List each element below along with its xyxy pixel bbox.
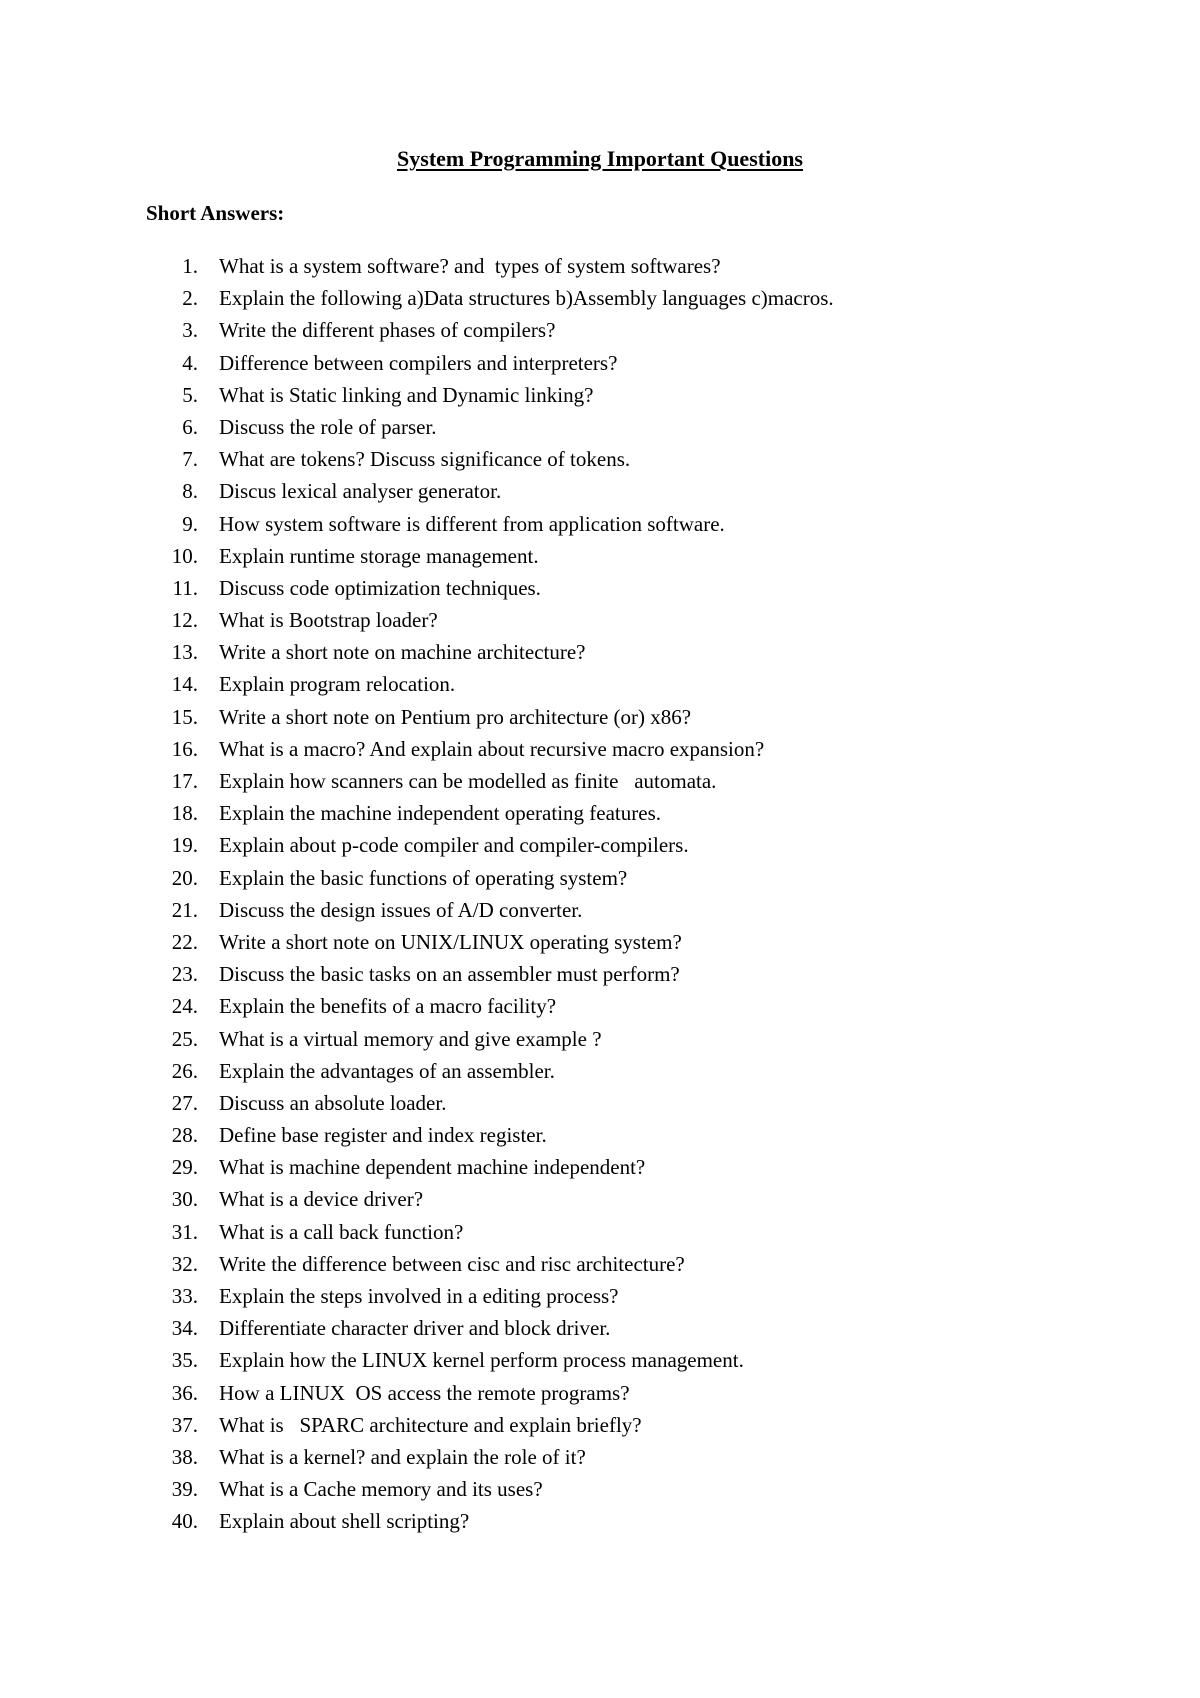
question-number-text: 10.: [171, 543, 198, 568]
question-text: Differentiate character driver and block driver.: [219, 1316, 611, 1341]
question-number-text: 20.: [171, 865, 198, 890]
question-text: What is a virtual memory and give example ?: [219, 1026, 602, 1051]
question-text: What is a macro? And explain about recursive macro expansion?: [219, 736, 765, 761]
question-text: Write the different phases of compilers?: [219, 318, 556, 343]
question-number-text: 24.: [171, 994, 198, 1019]
question-text: Discuss an absolute loader.: [219, 1090, 447, 1115]
question-text: Write a short note on UNIX/LINUX operating system?: [219, 929, 682, 954]
question-number-text: 35.: [171, 1348, 198, 1373]
question-number-text: 8.: [182, 479, 198, 504]
question-text: Discus lexical analyser generator.: [219, 479, 502, 504]
question-number-text: 30.: [171, 1187, 198, 1212]
question-number-text: 6.: [182, 414, 198, 439]
question-text: What is a call back function?: [219, 1219, 464, 1244]
question-text: What is Bootstrap loader?: [219, 608, 438, 633]
question-number-text: 19.: [171, 833, 198, 858]
question-text: Explain the advantages of an assembler.: [219, 1058, 555, 1083]
question-number-text: 12.: [171, 608, 198, 633]
question-number-text: 1.: [182, 254, 198, 278]
question-text: Explain program relocation.: [219, 672, 456, 697]
question-number-text: 37.: [171, 1412, 198, 1437]
question-number-text: 18.: [171, 801, 198, 826]
question-text: Explain the following a)Data structures b)Assembly languages c)macros.: [219, 286, 834, 311]
question-text: How a LINUX OS access the remote programs?: [219, 1380, 630, 1405]
question-number-text: 27.: [171, 1090, 198, 1115]
question-number-text: 29.: [171, 1155, 198, 1180]
question-text: What are tokens? Discuss significance of tokens.: [219, 447, 631, 472]
question-number-text: 33.: [171, 1284, 198, 1308]
question-number-text: 23.: [171, 962, 198, 987]
question-text: Define base register and index register.: [219, 1123, 547, 1148]
question-number-text: 4.: [182, 350, 198, 375]
question-number-text: 13.: [171, 640, 198, 665]
question-number-text: 21.: [171, 897, 198, 922]
question-number-text: 36.: [171, 1380, 198, 1405]
question-text: Write the difference between cisc and risc architecture?: [219, 1251, 685, 1276]
question-number-text: 11.: [172, 575, 198, 600]
question-text: Difference between compilers and interpreters?: [219, 350, 618, 375]
question-text: What is a kernel? and explain the role of it?: [219, 1444, 586, 1469]
question-number-text: 16.: [171, 736, 198, 761]
question-text: What is machine dependent machine independent?: [219, 1155, 646, 1180]
section-heading: Short Answers:: [146, 201, 285, 225]
document-title: [0, 144, 1200, 174]
question-text: Explain how scanners can be modelled as finite automata.: [219, 769, 717, 793]
question-text: Discuss code optimization techniques.: [219, 575, 541, 600]
question-number-text: 2.: [182, 286, 198, 311]
question-text: Discuss the design issues of A/D converter.: [219, 897, 583, 922]
question-text: Discuss the role of parser.: [219, 414, 437, 439]
question-text: What is SPARC architecture and explain briefly?: [219, 1412, 642, 1437]
question-text: Explain the basic functions of operating system?: [219, 865, 628, 890]
question-text: Explain the machine independent operating features.: [219, 801, 661, 826]
question-text: What is a Cache memory and its uses?: [219, 1477, 543, 1502]
question-text: What is a system software? and types of system softwares?: [219, 254, 721, 278]
question-text: What is Static linking and Dynamic linking?: [219, 382, 594, 407]
question-text: Discuss the basic tasks on an assembler must perform?: [219, 962, 680, 987]
question-number-text: 7.: [182, 447, 198, 472]
question-text: Write a short note on Pentium pro architecture (or) x86?: [219, 704, 692, 729]
question-text: Explain about p-code compiler and compiler-compilers.: [219, 833, 689, 858]
question-number-text: 31.: [171, 1219, 198, 1244]
question-text: How system software is different from application software.: [219, 511, 725, 536]
question-text: Write a short note on machine architecture?: [219, 640, 586, 665]
question-number-text: 17.: [171, 769, 198, 793]
question-text: What is a device driver?: [219, 1187, 424, 1212]
question-number-text: 38.: [171, 1444, 198, 1469]
question-number-text: 34.: [171, 1316, 198, 1341]
question-number-text: 5.: [182, 382, 198, 407]
question-text: Explain the benefits of a macro facility?: [219, 994, 557, 1019]
question-number-text: 9.: [182, 511, 198, 536]
question-number-text: 14.: [171, 672, 198, 697]
question-text: Explain runtime storage management.: [219, 543, 539, 568]
question-text: Explain how the LINUX kernel perform process management.: [219, 1348, 744, 1373]
question-number-text: 15.: [171, 704, 198, 729]
question-number-text: 39.: [171, 1477, 198, 1502]
question-number-text: 26.: [171, 1058, 198, 1083]
question-number-text: 40.: [171, 1509, 198, 1534]
question-number-text: 28.: [171, 1123, 198, 1148]
document-title-text: System Programming Important Questions: [397, 146, 803, 171]
question-number-text: 32.: [171, 1251, 198, 1276]
question-number-text: 25.: [171, 1026, 198, 1051]
question-number-text: 3.: [182, 318, 198, 343]
question-number-text: 22.: [171, 929, 198, 954]
question-text: Explain the steps involved in a editing process?: [219, 1284, 619, 1308]
question-text: Explain about shell scripting?: [219, 1509, 470, 1534]
